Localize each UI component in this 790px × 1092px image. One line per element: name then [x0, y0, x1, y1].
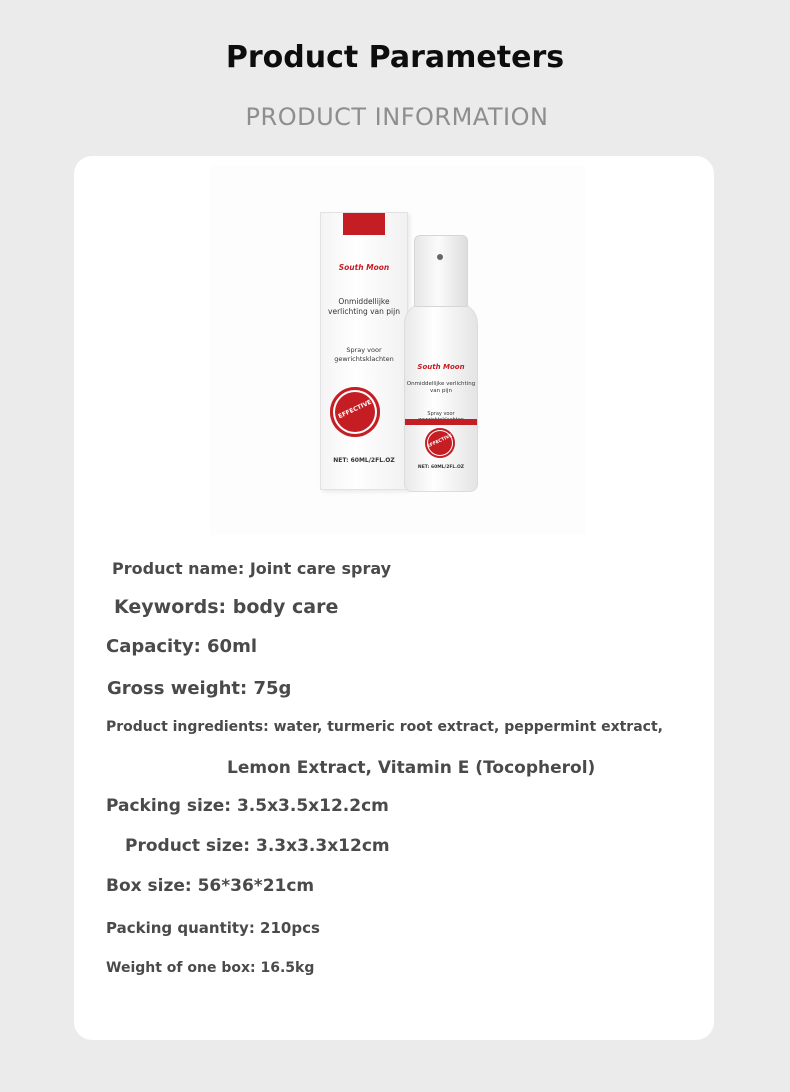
bottle-net-volume: NET: 60ML/2FL.OZ [417, 465, 465, 470]
box-subline: Spray voor gewrichtsklachten [334, 346, 394, 363]
spec-box-size: Box size: 56*36*21cm [106, 876, 315, 896]
spec-capacity: Capacity: 60ml [106, 636, 258, 657]
product-box-image [320, 212, 408, 490]
page-subtitle: PRODUCT INFORMATION [245, 103, 549, 131]
spec-packing-size: Packing size: 3.5x3.5x12.2cm [106, 796, 389, 816]
box-effective-seal [330, 387, 380, 437]
bottle-subline: Spray voor [427, 411, 455, 417]
box-headline: Onmiddellijke verlichting van pijn [328, 297, 400, 316]
spec-keywords: Keywords: body care [114, 596, 339, 618]
bottle-red-stripe [405, 419, 477, 425]
spec-packing-quantity: Packing quantity: 210pcs [106, 919, 320, 937]
page-title: Product Parameters [225, 40, 565, 75]
box-red-band [343, 213, 385, 235]
spec-gross-weight: Gross weight: 75g [107, 678, 292, 699]
spec-product-name: Product name: Joint care spray [112, 559, 392, 578]
spec-ingredients-line-1: Product ingredients: water, turmeric root extract, peppermint extract, [106, 719, 663, 735]
spray-nozzle [437, 254, 443, 260]
bottle-effective-seal [425, 428, 455, 458]
spec-ingredients-line-2: Lemon Extract, Vitamin E (Tocopherol) [227, 758, 596, 778]
spec-product-size: Product size: 3.3x3.3x12cm [125, 836, 390, 856]
spec-weight-of-one-box: Weight of one box: 16.5kg [106, 960, 315, 976]
bottle-seal-text: EFFECTIVE [426, 433, 454, 450]
box-seal-text: EFFECTIVE [337, 398, 373, 421]
product-bottle-image [404, 302, 478, 492]
box-net-volume: NET: 60ML/2FL.OZ [333, 457, 395, 464]
bottle-brand-logo: South Moon [417, 363, 465, 371]
spray-cap [414, 235, 468, 307]
box-brand-logo: South Moon [338, 263, 390, 272]
bottle-headline: Onmiddellijke verlichting van pijn [406, 381, 476, 394]
